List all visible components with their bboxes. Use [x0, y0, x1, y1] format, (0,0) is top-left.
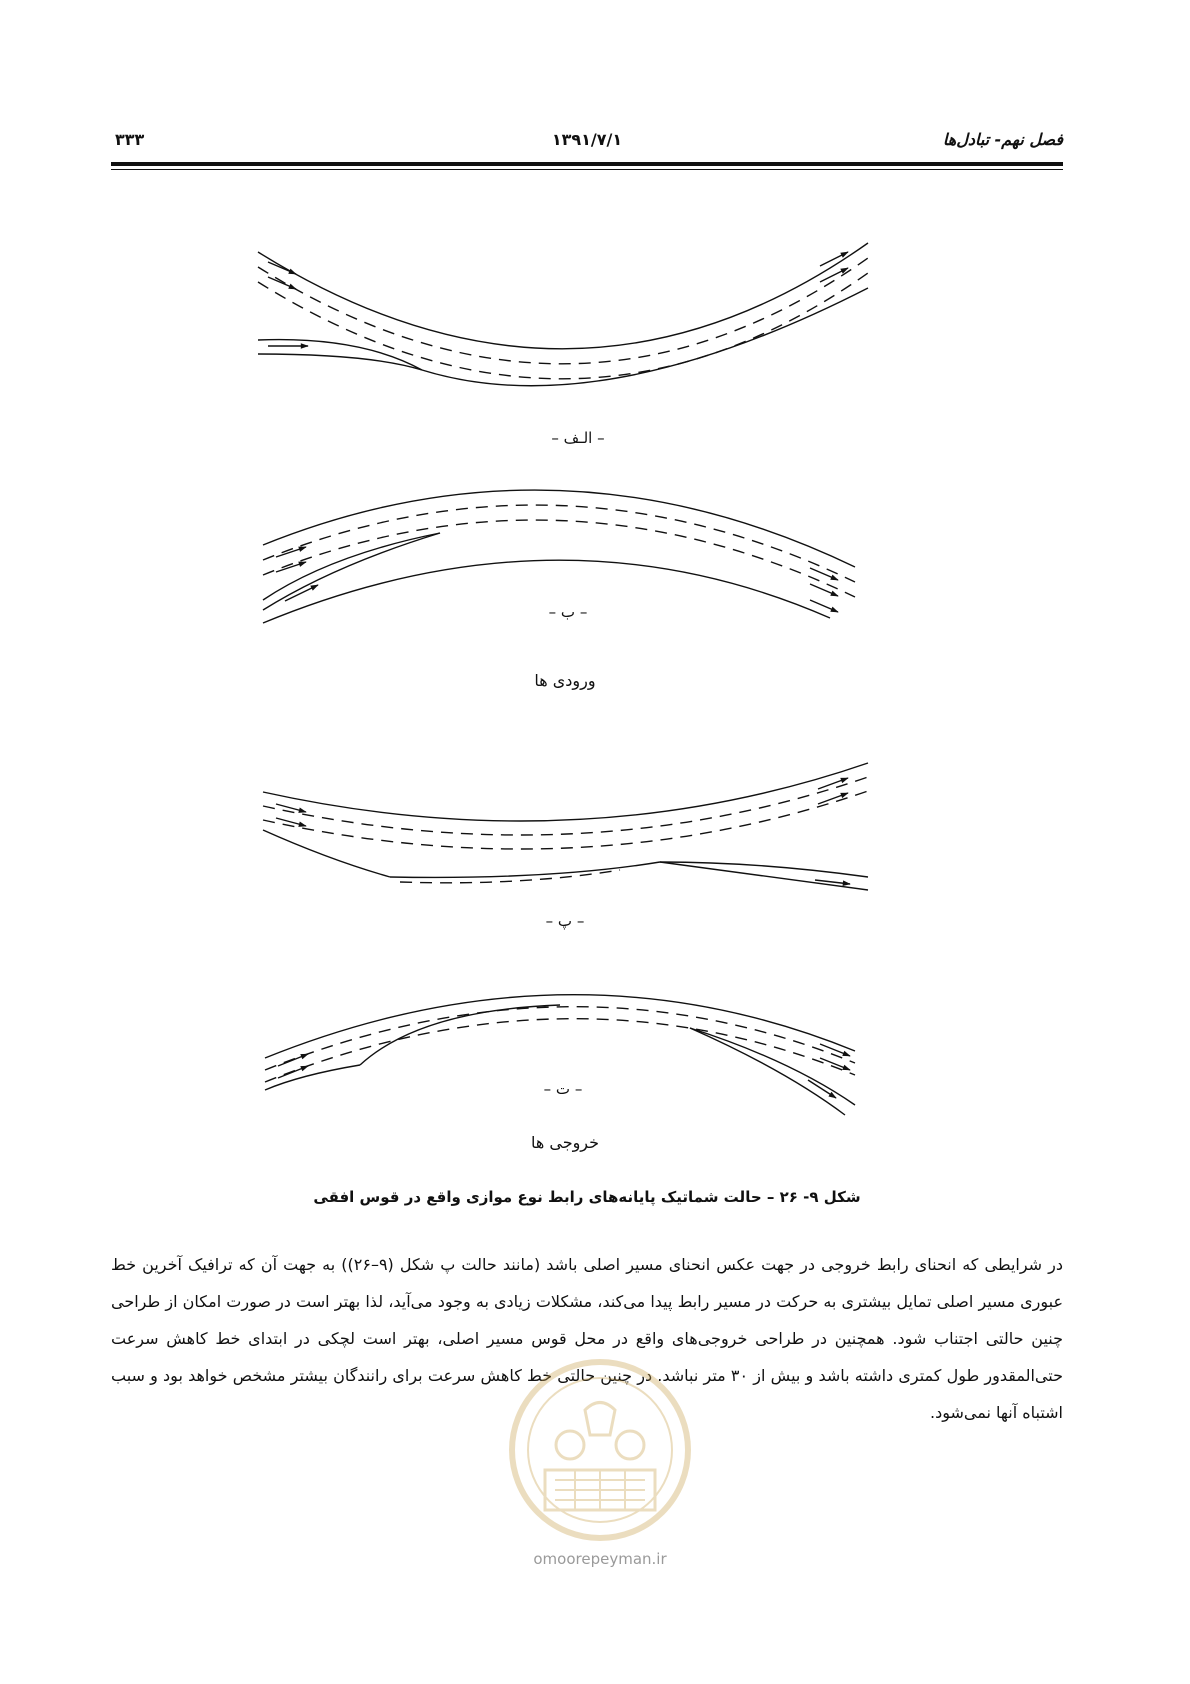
panel-b-lane-line-1	[263, 505, 855, 582]
panel-a-outer-edge	[258, 243, 868, 349]
panel-c-ramp-upper	[660, 862, 868, 877]
panel-d-label: – ت –	[543, 1080, 583, 1098]
watermark-seal-logo	[490, 1350, 710, 1550]
panel-a-ramp-lower	[258, 354, 422, 370]
panel-c-inner-edge-left	[263, 830, 390, 877]
panel-b-arrow	[276, 562, 306, 572]
panel-b-arrow	[810, 584, 838, 596]
panel-d-arrow	[278, 1054, 308, 1066]
watermark-url: omoorepeyman.ir	[533, 1550, 667, 1568]
page-number: ۳۳۳	[115, 130, 145, 149]
panel-d-arrow	[820, 1044, 850, 1056]
panel-d-lane-line-1	[265, 1007, 855, 1070]
diagram-panel-a	[258, 243, 868, 386]
chapter-title: فصل نهم- تبادل‌ها	[942, 130, 1063, 149]
panel-b-label: – ب –	[548, 603, 588, 621]
panel-d-outer-edge	[265, 995, 855, 1058]
panel-a-arrow	[268, 262, 296, 274]
panel-a-lane-line-1	[258, 258, 868, 364]
panel-b-outer-edge	[263, 490, 855, 567]
exits-caption: خروجی ها	[530, 1133, 600, 1152]
header-date: ۱۳۹۱/۷/۱	[551, 130, 623, 149]
panel-a-label: – الـف –	[551, 429, 605, 447]
panel-c-arrow	[818, 778, 848, 789]
panel-d-arrow	[278, 1066, 308, 1078]
panel-c-label: – پ –	[545, 912, 585, 930]
panel-d-arrow	[808, 1080, 836, 1098]
body-paragraph: در شرایطی که انحنای رابط خروجی در جهت عکس انحنای مسیر اصلی باشد (مانند حالت پ شکل (۹–۲۶)) به جهت آن که ترافیک آخرین خط عبوری مسیر اصلی تمایل بیشتری به حرکت در مسیر رابط پیدا می‌کند، مشکلات زیادی به وجود می‌آید، لذا بهتر است در صورت امکان از طراحی چنین حالتی اجتناب شود. همچنین در طراحی خروجی‌های واقع در محل قوس مسیر اصلی، بهتر است لچکی در ابتدای خط کاهش سرعت حتی‌المقدور طول کمتری داشته باشد و بیش از ۳۰ متر نباشد. در چنین حالتی خط کاهش سرعت برای رانندگان بیشتر مشخص خواهد بود و سبب اشتباه آنها نمی‌شود.	[111, 1255, 1064, 1422]
panel-c-lane-line-1	[263, 777, 868, 835]
panel-a-lane-line-2	[258, 273, 868, 379]
panel-b-ramp-upper	[263, 533, 440, 600]
figure-caption: شکل ۹- ۲۶ – حالت شماتیک پایانه‌های رابط نوع موازی واقع در قوس افقی	[313, 1188, 861, 1206]
diagram-panel-c	[263, 763, 868, 890]
panel-c-outer-edge	[263, 763, 868, 821]
panel-d-lane-line-2	[265, 1019, 855, 1082]
panel-b-lane-line-2	[263, 520, 855, 597]
panel-c-arrow	[276, 804, 306, 812]
panel-a-arrow	[268, 277, 296, 289]
panel-d-inner-edge	[360, 1005, 560, 1065]
panel-d-arrow	[820, 1058, 850, 1070]
panel-b-arrow	[810, 600, 838, 612]
panel-d-ramp-lower	[690, 1028, 845, 1115]
panel-c-arrow	[276, 818, 306, 826]
panel-b-arrow	[276, 547, 306, 557]
entrances-caption: ورودی ها	[534, 671, 596, 690]
